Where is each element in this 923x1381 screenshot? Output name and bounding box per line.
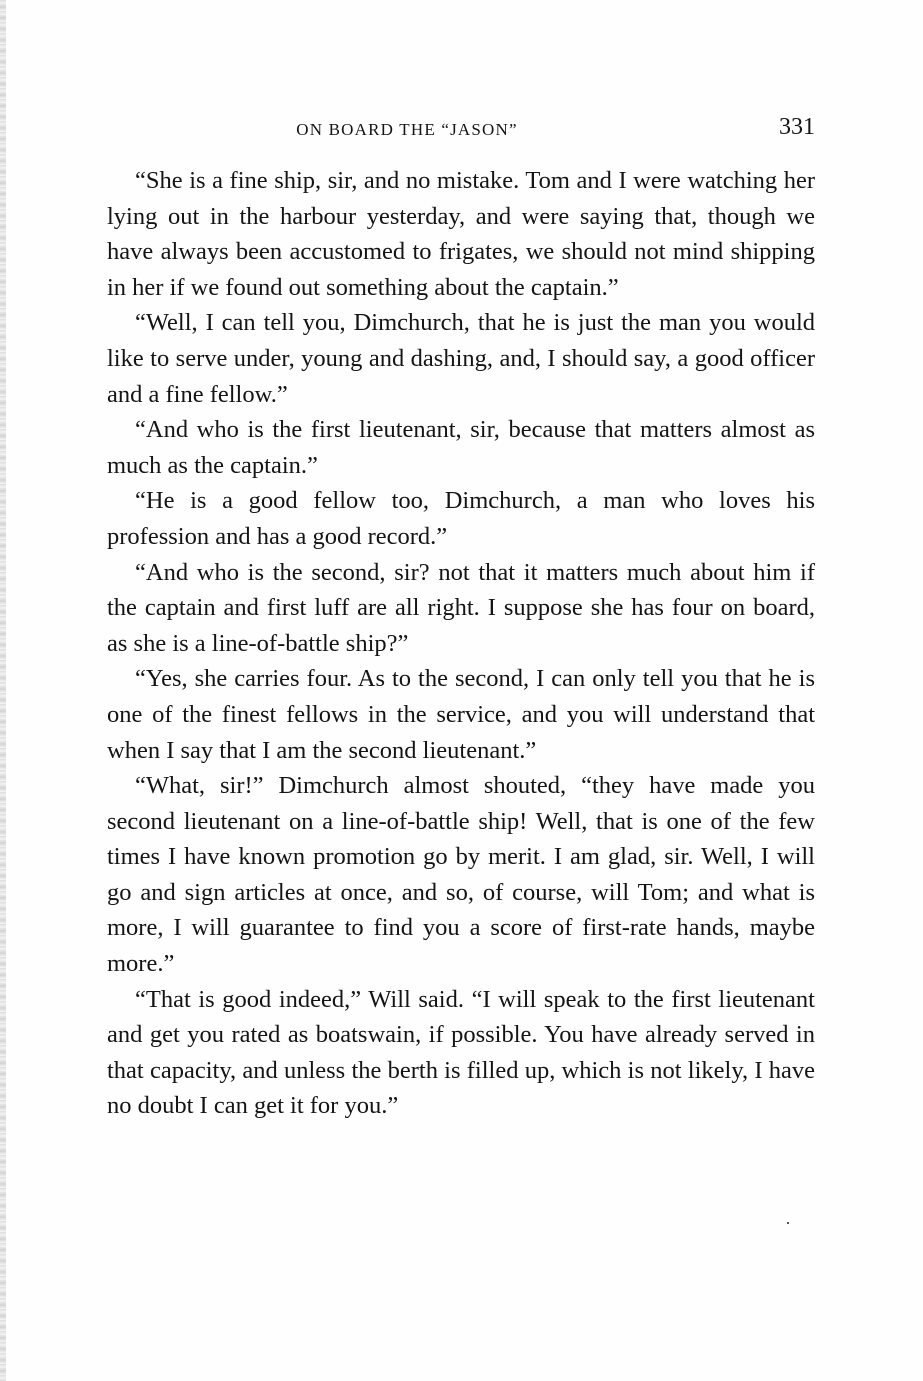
paragraph: “That is good indeed,” Will said. “I will speak to the first lieutenant and get you rated as boatswain, if possible. You have already served in that capacity, and unless the berth is filled up, which is not likely, I have no doubt I can get it for you.” bbox=[107, 985, 815, 1120]
ink-speck bbox=[787, 1222, 789, 1224]
running-head bbox=[107, 114, 815, 144]
paragraph: “Well, I can tell you, Dimchurch, that he is just the man you would like to serve under, young and dashing, and, I should say, a good officer and a fine fellow.” bbox=[107, 309, 815, 408]
paragraph: “He is a good fellow too, Dimchurch, a man who loves his profession and has a good record.” bbox=[107, 487, 815, 550]
page-number: 331 bbox=[779, 114, 815, 140]
body-text bbox=[107, 163, 815, 1124]
paragraph: “She is a fine ship, sir, and no mistake. Tom and I were watching her lying out in the harbour yesterday, and were saying that, though we have always been accustomed to frigates, we should not mind shipping in her if we found out something about the captain.” bbox=[107, 167, 815, 301]
paragraph: “And who is the second, sir? not that it matters much about him if the captain and first luff are all right. I suppose she has four on board, as she is a line-of-battle ship?” bbox=[107, 558, 815, 657]
paragraph: “What, sir!” Dimchurch almost shouted, “they have made you second lieutenant on a line-of-battle ship! Well, that is one of the few times I have known promotion go by merit. I am glad, sir. Well, I will go and sign articles at once, and so, of course, will Tom; and what is more, I will guarantee to find you a score of first-rate hands, maybe more.” bbox=[107, 772, 815, 978]
page-gutter-edge bbox=[0, 0, 6, 1381]
paragraph: “And who is the first lieutenant, sir, because that matters almost as much as the captain.” bbox=[107, 416, 815, 479]
paragraph: “Yes, she carries four. As to the second, I can only tell you that he is one of the finest fellows in the service, and you will understand that when I say that I am the second lieutenant.” bbox=[107, 665, 815, 764]
running-title: ON BOARD THE “JASON” bbox=[296, 120, 518, 139]
